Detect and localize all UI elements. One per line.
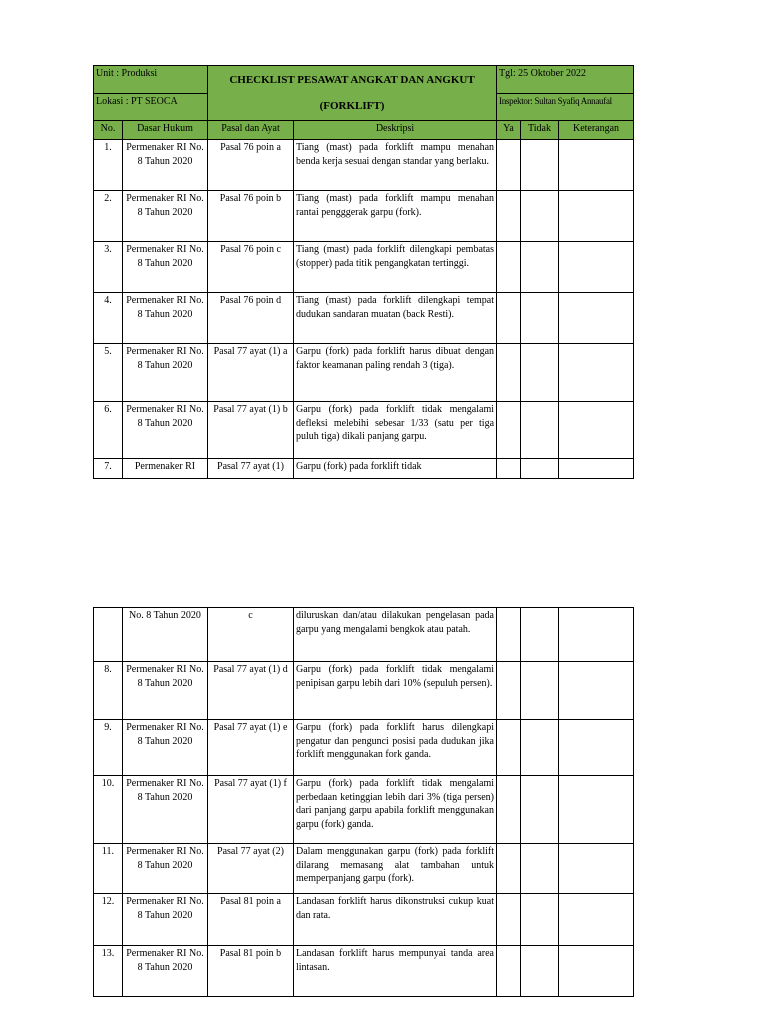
row-number: 12. <box>94 894 123 946</box>
column-header-no: No. <box>94 121 123 140</box>
tidak-checkbox-cell[interactable] <box>521 608 559 662</box>
page-title <box>208 66 497 121</box>
pasal-cell: Pasal 76 poin c <box>208 242 294 293</box>
table-row <box>94 191 634 242</box>
table-row <box>94 662 634 720</box>
ya-checkbox-cell[interactable] <box>497 140 521 191</box>
row-number: 3. <box>94 242 123 293</box>
keterangan-cell[interactable] <box>559 344 634 402</box>
keterangan-cell[interactable] <box>559 242 634 293</box>
pasal-cell: Pasal 76 poin b <box>208 191 294 242</box>
tidak-checkbox-cell[interactable] <box>521 844 559 894</box>
tidak-checkbox-cell[interactable] <box>521 140 559 191</box>
dasar-hukum-cell: Permenaker RI No. 8 Tahun 2020 <box>123 293 208 344</box>
keterangan-cell[interactable] <box>559 662 634 720</box>
row-number: 2. <box>94 191 123 242</box>
table-row <box>94 459 634 479</box>
deskripsi-cell: diluruskan dan/atau dilakukan pengelasan pada garpu yang mengalami bengkok atau patah. <box>294 608 497 662</box>
tidak-checkbox-cell[interactable] <box>521 946 559 997</box>
ya-checkbox-cell[interactable] <box>497 608 521 662</box>
dasar-hukum-cell: Permenaker RI No. 8 Tahun 2020 <box>123 402 208 459</box>
title-line-1: CHECKLIST PESAWAT ANGKAT DAN ANGKUT <box>229 74 475 86</box>
table-row <box>94 946 634 997</box>
deskripsi-cell: Landasan forklift harus dikonstruksi cukup kuat dan rata. <box>294 894 497 946</box>
column-header-tidak: Tidak <box>521 121 559 140</box>
dasar-hukum-cell: Permenaker RI No. 8 Tahun 2020 <box>123 191 208 242</box>
row-number: 7. <box>94 459 123 479</box>
dasar-hukum-cell: Permenaker RI No. 8 Tahun 2020 <box>123 776 208 844</box>
tidak-checkbox-cell[interactable] <box>521 720 559 776</box>
dasar-hukum-cell: No. 8 Tahun 2020 <box>123 608 208 662</box>
tidak-checkbox-cell[interactable] <box>521 894 559 946</box>
column-header-keterangan: Keterangan <box>559 121 634 140</box>
dasar-hukum-cell: Permenaker RI No. 8 Tahun 2020 <box>123 844 208 894</box>
pasal-cell: Pasal 77 ayat (1) b <box>208 402 294 459</box>
pasal-cell: Pasal 77 ayat (1) e <box>208 720 294 776</box>
keterangan-cell[interactable] <box>559 140 634 191</box>
table-row <box>94 776 634 844</box>
inspector-label: Inspektor: Sultan Syafiq Annaufal <box>497 93 634 121</box>
ya-checkbox-cell[interactable] <box>497 344 521 402</box>
column-header-ya: Ya <box>497 121 521 140</box>
deskripsi-cell: Garpu (fork) pada forklift tidak <box>294 459 497 479</box>
pasal-cell: Pasal 81 poin a <box>208 894 294 946</box>
pasal-cell: c <box>208 608 294 662</box>
ya-checkbox-cell[interactable] <box>497 402 521 459</box>
keterangan-cell[interactable] <box>559 293 634 344</box>
table-body-page-2 <box>94 608 634 997</box>
title-line-2: (FORKLIFT) <box>319 100 385 112</box>
table-row <box>94 293 634 344</box>
ya-checkbox-cell[interactable] <box>497 459 521 479</box>
deskripsi-cell: Tiang (mast) pada forklift mampu menahan benda kerja sesuai dengan standar yang berlaku. <box>294 140 497 191</box>
deskripsi-cell: Dalam menggunakan garpu (fork) pada forklift dilarang memasang alat tambahan untuk memperpanjang garpu (fork). <box>294 844 497 894</box>
pasal-cell: Pasal 76 poin d <box>208 293 294 344</box>
tidak-checkbox-cell[interactable] <box>521 242 559 293</box>
dasar-hukum-cell: Permenaker RI No. 8 Tahun 2020 <box>123 946 208 997</box>
deskripsi-cell: Tiang (mast) pada forklift dilengkapi pembatas (stopper) pada titik pengangkatan tertinggi. <box>294 242 497 293</box>
location-label: Lokasi : PT SEOCA <box>94 93 208 121</box>
ya-checkbox-cell[interactable] <box>497 191 521 242</box>
ya-checkbox-cell[interactable] <box>497 293 521 344</box>
table-row <box>94 140 634 191</box>
tidak-checkbox-cell[interactable] <box>521 402 559 459</box>
tidak-checkbox-cell[interactable] <box>521 662 559 720</box>
row-number <box>94 608 123 662</box>
date-label: Tgl: 25 Oktober 2022 <box>497 66 634 94</box>
keterangan-cell[interactable] <box>559 191 634 242</box>
row-number: 11. <box>94 844 123 894</box>
row-number: 5. <box>94 344 123 402</box>
tidak-checkbox-cell[interactable] <box>521 344 559 402</box>
pasal-cell: Pasal 77 ayat (1) <box>208 459 294 479</box>
keterangan-cell[interactable] <box>559 608 634 662</box>
pasal-cell: Pasal 77 ayat (1) a <box>208 344 294 402</box>
column-header-dasar-hukum: Dasar Hukum <box>123 121 208 140</box>
column-header-pasal: Pasal dan Ayat <box>208 121 294 140</box>
column-header-deskripsi: Deskripsi <box>294 121 497 140</box>
tidak-checkbox-cell[interactable] <box>521 293 559 344</box>
pasal-cell: Pasal 81 poin b <box>208 946 294 997</box>
table-row <box>94 894 634 946</box>
keterangan-cell[interactable] <box>559 946 634 997</box>
deskripsi-cell: Garpu (fork) pada forklift tidak mengalami penipisan garpu lebih dari 10% (sepuluh persen). <box>294 662 497 720</box>
dasar-hukum-cell: Permenaker RI No. 8 Tahun 2020 <box>123 344 208 402</box>
tidak-checkbox-cell[interactable] <box>521 776 559 844</box>
deskripsi-cell: Garpu (fork) pada forklift tidak mengalami defleksi melebihi sebesar 1/33 (satu per tiga puluh tiga) dikali panjang garpu. <box>294 402 497 459</box>
keterangan-cell[interactable] <box>559 459 634 479</box>
table-row <box>94 344 634 402</box>
table-body-page-1 <box>94 140 634 479</box>
keterangan-cell[interactable] <box>559 844 634 894</box>
keterangan-cell[interactable] <box>559 402 634 459</box>
deskripsi-cell: Garpu (fork) pada forklift harus dilengkapi pengatur dan pengunci posisi pada dudukan jika forklift menggunakan fork ganda. <box>294 720 497 776</box>
table-row <box>94 402 634 459</box>
table-row <box>94 844 634 894</box>
checklist-table-page-2 <box>93 607 634 997</box>
dasar-hukum-cell: Permenaker RI No. 8 Tahun 2020 <box>123 242 208 293</box>
tidak-checkbox-cell[interactable] <box>521 191 559 242</box>
keterangan-cell[interactable] <box>559 720 634 776</box>
ya-checkbox-cell[interactable] <box>497 776 521 844</box>
deskripsi-cell: Garpu (fork) pada forklift harus dibuat dengan faktor keamanan paling rendah 3 (tiga). <box>294 344 497 402</box>
ya-checkbox-cell[interactable] <box>497 946 521 997</box>
ya-checkbox-cell[interactable] <box>497 662 521 720</box>
keterangan-cell[interactable] <box>559 894 634 946</box>
dasar-hukum-cell: Permenaker RI No. 8 Tahun 2020 <box>123 140 208 191</box>
row-number: 9. <box>94 720 123 776</box>
row-number: 1. <box>94 140 123 191</box>
dasar-hukum-cell: Permenaker RI No. 8 Tahun 2020 <box>123 662 208 720</box>
dasar-hukum-cell: Permenaker RI No. 8 Tahun 2020 <box>123 720 208 776</box>
table-row <box>94 242 634 293</box>
row-number: 8. <box>94 662 123 720</box>
dasar-hukum-cell: Permenaker RI No. 8 Tahun 2020 <box>123 894 208 946</box>
deskripsi-cell: Landasan forklift harus mempunyai tanda area lintasan. <box>294 946 497 997</box>
keterangan-cell[interactable] <box>559 776 634 844</box>
row-number: 6. <box>94 402 123 459</box>
pasal-cell: Pasal 76 poin a <box>208 140 294 191</box>
row-number: 10. <box>94 776 123 844</box>
tidak-checkbox-cell[interactable] <box>521 459 559 479</box>
dasar-hukum-cell: Permenaker RI <box>123 459 208 479</box>
checklist-table-page-1 <box>93 65 634 479</box>
table-row <box>94 608 634 662</box>
table-row <box>94 720 634 776</box>
ya-checkbox-cell[interactable] <box>497 720 521 776</box>
deskripsi-cell: Garpu (fork) pada forklift tidak mengalami perbedaan ketinggian lebih dari 3% (tiga persen) dari panjang garpu apabila forklift menggunakan garpu (fork) ganda. <box>294 776 497 844</box>
pasal-cell: Pasal 77 ayat (1) d <box>208 662 294 720</box>
deskripsi-cell: Tiang (mast) pada forklift mampu menahan rantai pengggerak garpu (fork). <box>294 191 497 242</box>
unit-label: Unit : Produksi <box>94 66 208 94</box>
pasal-cell: Pasal 77 ayat (2) <box>208 844 294 894</box>
deskripsi-cell: Tiang (mast) pada forklift dilengkapi tempat dudukan sandaran muatan (back Resti). <box>294 293 497 344</box>
ya-checkbox-cell[interactable] <box>497 894 521 946</box>
row-number: 4. <box>94 293 123 344</box>
ya-checkbox-cell[interactable] <box>497 844 521 894</box>
ya-checkbox-cell[interactable] <box>497 242 521 293</box>
pasal-cell: Pasal 77 ayat (1) f <box>208 776 294 844</box>
row-number: 13. <box>94 946 123 997</box>
